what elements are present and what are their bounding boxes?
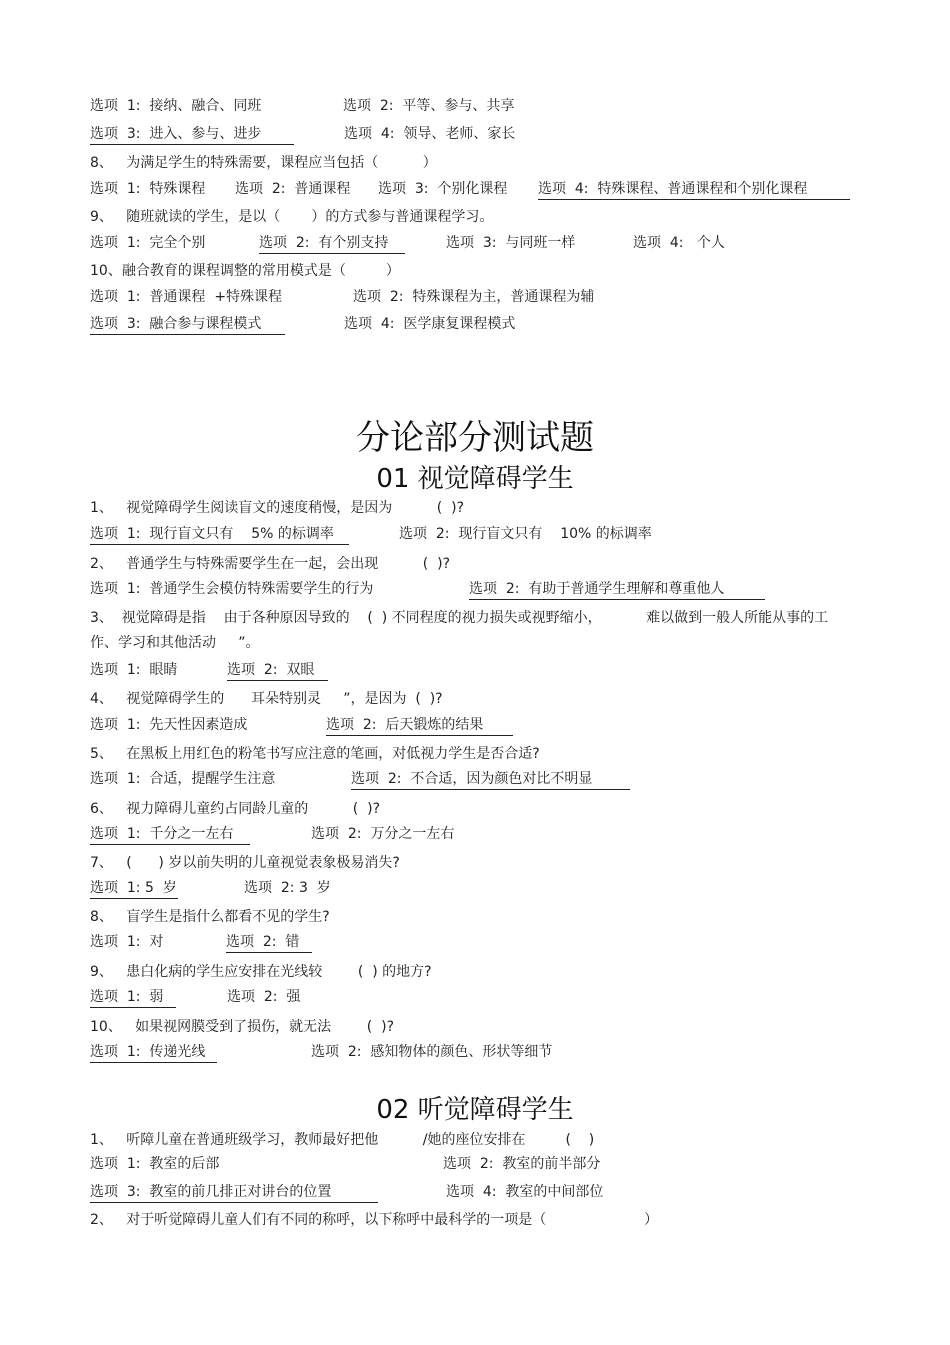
option-text: 选项 1: 接纳、融合、同班 xyxy=(90,98,262,114)
option-text: 选项 1: 先天性因素造成 xyxy=(90,717,248,733)
option-text: 选项 1: 对 xyxy=(90,934,164,950)
correct-option: 选项 2: 双眼 xyxy=(227,661,328,681)
correct-option: 选项 1: 现行盲文只有 5% 的标调率 xyxy=(90,525,349,545)
question-text: 5、 在黑板上用红色的粉笔书写应注意的笔画，对低视力学生是否合适? xyxy=(90,746,540,762)
question-text: 8、 为满足学生的特殊需要，课程应当包括（ ） xyxy=(90,155,437,171)
question-text: 9、 患白化病的学生应安排在光线较 ( ) 的地方? xyxy=(90,964,432,980)
correct-option: 选项 2: 有个别支持 xyxy=(259,234,405,254)
correct-option: 选项 1: 传递光线 xyxy=(90,1043,217,1063)
option-text: 选项 2: 特殊课程为主，普通课程为辅 xyxy=(353,289,595,305)
question-text: 2、 普通学生与特殊需要学生在一起，会出现 ( )? xyxy=(90,556,451,572)
option-text: 选项 3: 与同班一样 xyxy=(446,235,576,251)
correct-option: 选项 2: 不合适，因为颜色对比不明显 xyxy=(351,770,630,790)
section-heading: 02 听觉障碍学生 xyxy=(376,1095,574,1125)
correct-option: 选项 2: 有助于普通学生理解和尊重他人 xyxy=(469,580,765,600)
question-text: 6、 视力障碍儿童约占同龄儿童的 ( )? xyxy=(90,801,381,817)
correct-option: 选项 1: 千分之一左右 xyxy=(90,825,250,845)
option-text: 选项 1: 合适，提醒学生注意 xyxy=(90,771,276,787)
question-text: 1、 听障儿童在普通班级学习，教师最好把他 /她的座位安排在 ( ) xyxy=(90,1132,595,1148)
question-text: 9、 随班就读的学生，是以（ ）的方式参与普通课程学习。 xyxy=(90,209,494,225)
correct-option: 选项 1: 5 岁 xyxy=(90,879,178,899)
option-text: 选项 2: 感知物体的颜色、形状等细节 xyxy=(311,1044,553,1060)
question-text: 10、融合教育的课程调整的常用模式是（ ） xyxy=(90,263,400,279)
option-text: 选项 1: 教室的后部 xyxy=(90,1156,220,1172)
question-text: 4、 视觉障碍学生的 耳朵特别灵 ”，是因为 ( )? xyxy=(90,691,443,707)
question-text: 8、 盲学生是指什么都看不见的学生? xyxy=(90,909,330,925)
correct-option: 选项 2: 后天锻炼的结果 xyxy=(326,716,513,736)
option-text: 选项 2: 普通课程 xyxy=(235,181,351,197)
option-text: 选项 4: 教室的中间部位 xyxy=(446,1184,604,1200)
option-text: 选项 2: 教室的前半部分 xyxy=(443,1156,601,1172)
page-title: 分论部分测试题 xyxy=(356,418,594,458)
option-text: 选项 1: 普通学生会模仿特殊需要学生的行为 xyxy=(90,581,374,597)
section-heading: 01 视觉障碍学生 xyxy=(376,464,574,494)
option-text: 选项 4: 个人 xyxy=(633,235,725,251)
question-text: 作、学习和其他活动 ”。 xyxy=(90,635,260,651)
option-text: 选项 2: 平等、参与、共享 xyxy=(343,98,515,114)
question-text: 3、 视觉障碍是指 由于各种原因导致的 ( ) 不同程度的视力损失或视野缩小， 难以做到一般人所能从事的工 xyxy=(90,610,829,626)
option-text: 选项 1: 完全个别 xyxy=(90,235,206,251)
option-text: 选项 1: 普通课程 +特殊课程 xyxy=(90,289,283,305)
option-text: 选项 1: 眼睛 xyxy=(90,662,178,678)
correct-option: 选项 2: 错 xyxy=(226,933,312,953)
option-text: 选项 4: 领导、老师、家长 xyxy=(344,126,516,142)
option-text: 选项 2: 3 岁 xyxy=(244,880,331,896)
option-text: 选项 2: 现行盲文只有 10% 的标调率 xyxy=(399,526,652,542)
question-text: 10、 如果视网膜受到了损伤，就无法 ( )? xyxy=(90,1019,395,1035)
question-text: 2、 对于听觉障碍儿童人们有不同的称呼，以下称呼中最科学的一项是（ ） xyxy=(90,1212,659,1228)
option-text: 选项 2: 万分之一左右 xyxy=(311,826,455,842)
correct-option: 选项 3: 教室的前几排正对讲台的位置 xyxy=(90,1183,378,1203)
option-text: 选项 1: 特殊课程 xyxy=(90,181,206,197)
option-text: 选项 4: 医学康复课程模式 xyxy=(344,316,516,332)
option-text: 选项 2: 强 xyxy=(227,989,301,1005)
question-text: 7、 ( ) 岁以前失明的儿童视觉表象极易消失? xyxy=(90,855,400,871)
correct-option: 选项 1: 弱 xyxy=(90,988,176,1008)
correct-option: 选项 4: 特殊课程、普通课程和个别化课程 xyxy=(538,180,850,200)
correct-option: 选项 3: 融合参与课程模式 xyxy=(90,315,285,335)
correct-option: 选项 3: 进入、参与、进步 xyxy=(90,125,294,145)
option-text: 选项 3: 个别化课程 xyxy=(378,181,508,197)
question-text: 1、 视觉障碍学生阅读盲文的速度稍慢，是因为 ( )? xyxy=(90,500,465,516)
